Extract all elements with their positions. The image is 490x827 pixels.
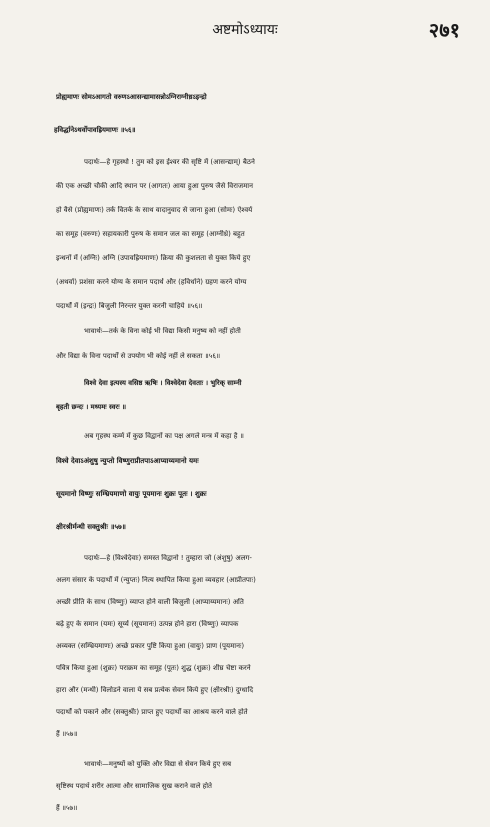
padartha-56-line-7: पदार्थों में (इन्द्रः) बिजुली निरन्तर युक्त करनी चाहिये ॥५६॥	[56, 302, 203, 310]
mantra-57-line-3: क्षीरश्रीर्मन्थी सक्तुश्रीः ॥५७॥	[56, 522, 127, 531]
mantra-56-line-1: प्रोह्यमाणः सोमऽआगतो वरुणऽआसन्द्यामासन्नोऽग्निराग्नीध्रऽइन्द्रो	[56, 93, 207, 101]
padartha-57-line-7: हारा और (मन्थी) विलोडने वाला ये सब प्रत्येक सेवन किये हुए (क्षीरश्रीः) दुग्धादि	[56, 686, 254, 694]
mantra-57-line-1: विश्वे देवाऽअंशुषु न्युप्तो विष्णुराप्रीतपाऽआप्याय्यमानो यमः	[56, 456, 199, 465]
padartha-57-line-1: पदार्थः—हे (विश्वेदेवाः) समस्त विद्वानो ! तुम्हारा जो (अंशुषु) अलग-	[84, 554, 252, 562]
padartha-56-line-5: इन्धनों में (अग्निः) अग्नि (उपावह्रियमाणः) क्रिया की कुशलता से युक्त किये हुए	[56, 254, 251, 262]
padartha-56-line-2: की एक अच्छी चौकी आदि स्थान पर (आगतः) आया हुआ पुरुष जैसे विराजमान	[56, 182, 253, 190]
rishi-devata-line-2: बृहती छन्दः । मध्यमः स्वरः ॥	[56, 403, 127, 411]
padartha-57-line-3: अच्छी प्रीति के साथ (विष्णुः) व्याप्त होने वाली बिजुली (आप्याय्यमानः) अति	[56, 598, 244, 606]
bhavartha-57-line-2: सृष्टिस्थ पदार्थ शरीर आत्मा और सामाजिक सुख कराने वाले होते	[56, 782, 212, 790]
padartha-57-line-9: हैं ॥५७॥	[56, 730, 78, 738]
padartha-57-line-4: बढ़े हुए के समान (यमः) सूर्य्य (सूयमानः) उत्पन्न होने हारा (विष्णुः) व्यापक	[56, 620, 239, 628]
mantra-56-line-2: हविर्द्धानेऽथर्वोपावह्रियमाणः ॥५६॥	[54, 126, 136, 134]
bhavartha-57-line-1: भावार्थः—मनुष्यों को युक्ति और विद्या से सेवन किये हुए सब	[84, 760, 232, 768]
padartha-57-line-5: अव्यक्त (सम्भ्रियमाणः) अच्छे प्रकार पुष्टि किया हुआ (वायुः) प्राण (पूयमानः)	[56, 642, 245, 650]
padartha-57-line-2: अलग संसार के पदार्थों में (न्युप्तः) नित्य स्थापित किया हुआ व्यवहार (आप्रीतपाः)	[56, 576, 256, 584]
bhavartha-56-line-2: और विद्या के विना पदार्थों से उपयोग भी कोई नहीं ले सकता ॥५६॥	[56, 352, 221, 360]
padartha-56-line-4: का समूह (वरुणः) सहायकारी पुरुष के समान जल का समूह (आग्नीध्रे) बहुत	[56, 230, 245, 238]
padartha-57-line-8: पदार्थों को पकाने और (सक्तुश्रीः) प्राप्त हुए पदार्थों का आश्रय करने वाले होते	[56, 708, 248, 716]
mantra-57-line-2: सूयमानो विष्णुः सम्भ्रियमाणो वायुः पूयमानः शुक्रः पूतः । शुक्रः	[56, 489, 207, 498]
chapter-header: अष्टमोऽध्यायः	[212, 22, 278, 38]
mantra-57-intro: अब गृहस्थ कर्म्म में कुछ विद्वानों का पक्ष अगले मन्त्र में कहा है ॥	[84, 432, 244, 440]
padartha-57-line-6: पवित्र किया हुआ (शुक्रः) पराक्रम का समूह (पूतः) शुद्ध (शुक्रः) शीघ्र चेष्टा करने	[56, 664, 251, 672]
bhavartha-57-line-3: हैं ॥५७॥	[56, 804, 78, 812]
padartha-56-line-6: (अथर्वा) प्रशंसा करने योग्य के समान पदार्थ और (हविर्धाने) ग्रहण करने योग्य	[56, 278, 247, 286]
bhavartha-56-line-1: भावार्थः—तर्क के विना कोई भी विद्या किसी मनुष्य को नहीं होती	[84, 327, 241, 335]
padartha-56-line-3: हो वैसे (प्रोह्यमाणः) तर्क वितर्क के साथ वादानुवाद से जाना हुआ (सोमः) ऐश्वर्य	[56, 206, 253, 214]
rishi-devata-line-1: विश्वे देवा इत्यस्य वसिष्ठ ऋषिः । विश्वेदेवा देवताः । भुरिक् साम्नी	[84, 379, 242, 387]
padartha-56-line-1: पदार्थः—हे गृहस्थो ! तुम को इस ईश्वर की सृष्टि में (आसन्द्याम्) बैठने	[84, 158, 255, 166]
page-number: २७१	[428, 18, 460, 42]
